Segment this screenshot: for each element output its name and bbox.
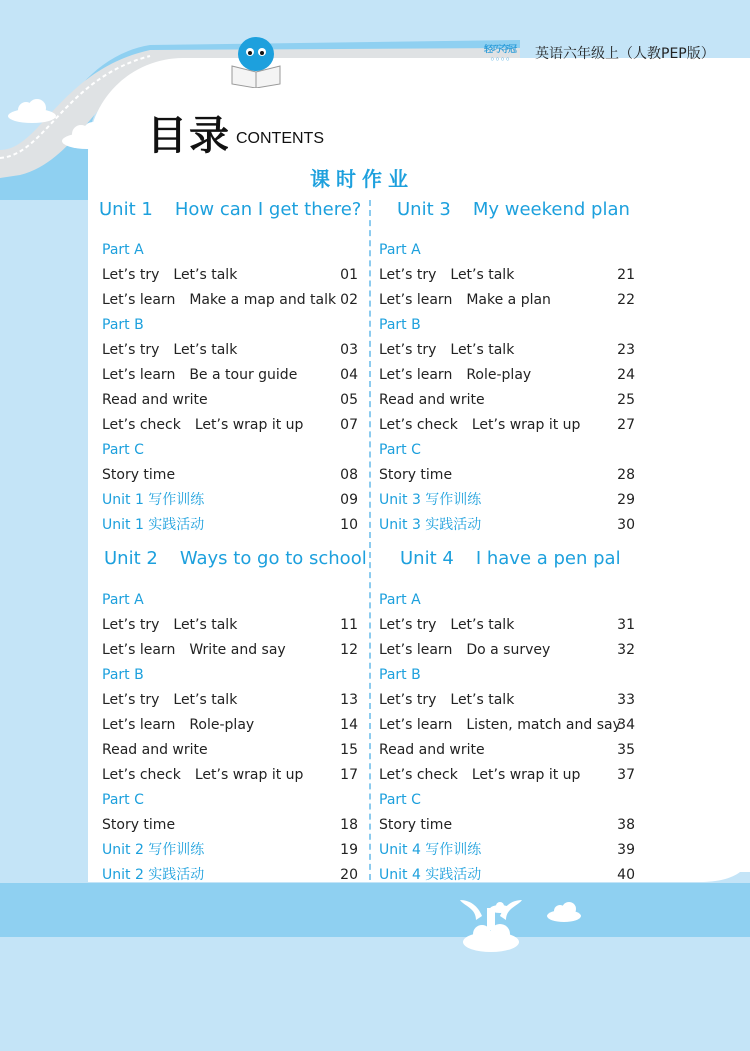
toc-entry-title: Read and write [379, 392, 485, 408]
page-number: 13 [340, 692, 358, 708]
toc-entry-label [102, 440, 144, 460]
toc-entry[interactable] [102, 640, 358, 660]
part-heading [379, 440, 635, 460]
page-number: 39 [617, 842, 635, 858]
part-heading [379, 315, 635, 335]
toc-entry-title: Part A [379, 592, 421, 608]
unit-name: How can I get there? [174, 199, 362, 220]
toc-entry-title: Let’s try [379, 267, 437, 283]
toc-entry-subtitle: Let’s wrap it up [194, 417, 304, 433]
part-heading [379, 240, 635, 260]
part-heading [379, 790, 635, 810]
page-number: 18 [340, 817, 358, 833]
page-number: 02 [340, 292, 358, 308]
toc-entry-title: Part B [379, 667, 421, 683]
toc-entry-title: Let’s try [379, 692, 437, 708]
toc-entry-label [379, 390, 485, 410]
toc-entry[interactable] [379, 265, 635, 285]
toc-entry-title: Let’s learn [102, 292, 176, 308]
toc-entry-title: Part A [102, 592, 144, 608]
toc-entry-label [102, 715, 254, 735]
toc-entry-title: Unit 2 写作训练 [102, 842, 205, 858]
page-number: 29 [617, 492, 635, 508]
page-number: 40 [617, 867, 635, 883]
brand-logo [478, 42, 522, 64]
toc-entry[interactable] [102, 365, 358, 385]
page-number: 25 [617, 392, 635, 408]
toc-entry-title: Let’s try [379, 342, 437, 358]
toc-entry-label [102, 465, 175, 485]
toc-entry-subtitle: Let’s wrap it up [194, 767, 304, 783]
toc-entry[interactable] [102, 840, 358, 860]
cloud-icon [544, 900, 584, 924]
toc-entry[interactable] [379, 640, 635, 660]
toc-entry-title: Let’s learn [102, 717, 176, 733]
toc-entry-subtitle: Let’s talk [173, 617, 238, 633]
toc-entry-label [379, 490, 481, 510]
page-number: 37 [617, 767, 635, 783]
toc-entry[interactable] [379, 740, 635, 760]
part-heading [102, 590, 358, 610]
toc-entry-label [379, 665, 421, 685]
toc-entry-title: Part C [379, 442, 421, 458]
toc-entry-title: Unit 1 实践活动 [102, 517, 205, 533]
toc-entry-label [379, 515, 481, 535]
part-heading [102, 790, 358, 810]
page-number: 30 [617, 517, 635, 533]
toc-entry-label [102, 240, 144, 260]
part-heading [102, 440, 358, 460]
toc-entry-label [102, 590, 144, 610]
toc-entry-subtitle: Let’s talk [450, 617, 515, 633]
toc-entry-title: Let’s learn [379, 717, 453, 733]
page-number: 22 [617, 292, 635, 308]
toc-entry-label [102, 765, 303, 785]
page-number: 15 [340, 742, 358, 758]
toc-entry[interactable] [102, 515, 358, 535]
toc-entry-title: Unit 1 写作训练 [102, 492, 205, 508]
page-number: 17 [340, 767, 358, 783]
page-number: 28 [617, 467, 635, 483]
page-number: 35 [617, 742, 635, 758]
toc-entry-title: Let’s learn [102, 642, 176, 658]
toc-entry-subtitle: Let’s talk [450, 267, 515, 283]
toc-entry-label [379, 240, 421, 260]
toc-entry-label [379, 465, 452, 485]
toc-entry-label [102, 840, 204, 860]
toc-entry-subtitle: Let’s talk [173, 342, 238, 358]
toc-entry-label [102, 665, 144, 685]
brand-logo-sub: ◦◦◦◦ [489, 55, 511, 64]
toc-entry-title: Let’s try [379, 617, 437, 633]
toc-entry-subtitle: Role-play [466, 367, 532, 383]
brand-logo-text: 轻巧夺冠 [483, 45, 516, 55]
toc-entry-title: Read and write [102, 742, 208, 758]
page-number: 05 [340, 392, 358, 408]
toc-entry[interactable] [102, 815, 358, 835]
part-heading [379, 665, 635, 685]
toc-entry[interactable] [102, 765, 358, 785]
unit-name: Ways to go to school [179, 548, 367, 569]
toc-entry-title: Part B [102, 317, 144, 333]
toc-entry-subtitle: Do a survey [466, 642, 551, 658]
page-number: 27 [617, 417, 635, 433]
toc-entry-title: Unit 4 写作训练 [379, 842, 482, 858]
page-number: 01 [340, 267, 358, 283]
toc-entry[interactable] [379, 415, 635, 435]
toc-entry[interactable] [379, 715, 635, 735]
toc-entry-title: Part C [379, 792, 421, 808]
unit-heading [99, 199, 361, 220]
toc-entry[interactable] [379, 840, 635, 860]
toc-entry-subtitle: Be a tour guide [189, 367, 298, 383]
toc-entry-subtitle: Listen, match and say [466, 717, 621, 733]
toc-entry[interactable] [379, 490, 635, 510]
toc-entry-title: Unit 3 写作训练 [379, 492, 482, 508]
toc-entry-label [102, 690, 237, 710]
page-number: 20 [340, 867, 358, 883]
toc-entry-label [102, 615, 237, 635]
unit-number: Unit 1 [99, 199, 153, 220]
unit-name: My weekend plan [472, 199, 630, 220]
page-number: 11 [340, 617, 358, 633]
toc-entry-label [102, 315, 144, 335]
toc-entry-title: Let’s try [102, 267, 160, 283]
page-number: 12 [340, 642, 358, 658]
toc-entry[interactable] [379, 765, 635, 785]
page-number: 34 [617, 717, 635, 733]
toc-entry-label [379, 740, 485, 760]
toc-entry-title: Let’s check [102, 767, 181, 783]
toc-entry[interactable] [102, 265, 358, 285]
page-number: 04 [340, 367, 358, 383]
cloud-icon [4, 98, 60, 124]
page-number: 33 [617, 692, 635, 708]
part-heading [379, 590, 635, 610]
toc-entry-title: Let’s check [379, 417, 458, 433]
page-number: 08 [340, 467, 358, 483]
page-number: 24 [617, 367, 635, 383]
toc-entry-label [102, 290, 336, 310]
unit-number: Unit 2 [104, 548, 158, 569]
toc-entry-title: Let’s learn [379, 642, 453, 658]
toc-entry-label [379, 415, 580, 435]
toc-entry[interactable] [102, 290, 358, 310]
toc-entry-label [379, 290, 551, 310]
cloud-icon [58, 120, 116, 150]
toc-entry[interactable] [102, 340, 358, 360]
toc-entry[interactable] [379, 515, 635, 535]
footer-decoration [0, 872, 750, 1051]
page-number: 23 [617, 342, 635, 358]
toc-entry-label [379, 690, 514, 710]
unit-heading [397, 199, 630, 220]
toc-entry[interactable] [102, 390, 358, 410]
toc-entry-label [379, 840, 481, 860]
page-number: 09 [340, 492, 358, 508]
toc-entry-subtitle: Make a map and talk [189, 292, 337, 308]
toc-entry[interactable] [379, 365, 635, 385]
toc-entry-title: Let’s try [102, 617, 160, 633]
page-number: 21 [617, 267, 635, 283]
toc-entry-title: Let’s try [102, 342, 160, 358]
part-heading [102, 240, 358, 260]
toc-entry-label [379, 340, 514, 360]
toc-entry-label [379, 590, 421, 610]
toc-entry-label [102, 790, 144, 810]
toc-entry-label [102, 490, 204, 510]
toc-entry-label [379, 615, 514, 635]
page-number: 19 [340, 842, 358, 858]
toc-entry[interactable] [102, 465, 358, 485]
toc-entry-title: Read and write [102, 392, 208, 408]
toc-entry-label [379, 715, 621, 735]
toc-entry-label [379, 365, 531, 385]
toc-entry-title: Let’s learn [379, 292, 453, 308]
toc-entry[interactable] [102, 615, 358, 635]
cloud-icon [488, 900, 512, 914]
toc-entry-label [379, 265, 514, 285]
toc-entry[interactable] [102, 690, 358, 710]
toc-entry[interactable] [379, 690, 635, 710]
unit-heading [104, 548, 367, 569]
toc-entry-title: Part B [102, 667, 144, 683]
toc-entry-title: Story time [102, 817, 176, 833]
toc-entry-label [379, 315, 421, 335]
toc-entry-title: Story time [102, 467, 176, 483]
toc-entry-title: Let’s learn [102, 367, 176, 383]
toc-entry-subtitle: Make a plan [466, 292, 551, 308]
toc-entry-title: Unit 2 实践活动 [102, 867, 205, 883]
unit-name: I have a pen pal [475, 548, 621, 569]
toc-entry-subtitle: Let’s talk [450, 692, 515, 708]
toc-entry-label [102, 265, 237, 285]
part-heading [102, 665, 358, 685]
toc-entry-title: Unit 4 实践活动 [379, 867, 482, 883]
unit-number: Unit 4 [400, 548, 454, 569]
toc-entry[interactable] [379, 290, 635, 310]
toc-entry-title: Part B [379, 317, 421, 333]
toc-entry-title: Let’s try [102, 692, 160, 708]
toc-entry-title: Part C [102, 792, 144, 808]
toc-entry[interactable] [102, 740, 358, 760]
toc-entry-label [379, 640, 550, 660]
toc-entry-title: Let’s learn [379, 367, 453, 383]
part-heading [102, 315, 358, 335]
page-number: 07 [340, 417, 358, 433]
page-number: 03 [340, 342, 358, 358]
unit-heading [400, 548, 621, 569]
page-number: 10 [340, 517, 358, 533]
toc-entry-label [102, 515, 204, 535]
toc-entry-title: Part A [379, 242, 421, 258]
octopus-reading-icon [226, 36, 286, 88]
toc-entry-subtitle: Let’s wrap it up [471, 417, 581, 433]
toc-entry-label [379, 440, 421, 460]
page-title-en: CONTENTS [236, 130, 324, 147]
toc-entry-subtitle: Let’s talk [173, 692, 238, 708]
toc-entry-title: Story time [379, 467, 453, 483]
page-number: 14 [340, 717, 358, 733]
toc-entry-title: Story time [379, 817, 453, 833]
toc-entry[interactable] [379, 465, 635, 485]
page-title-cn: 目录 [147, 113, 231, 159]
page-number: 38 [617, 817, 635, 833]
toc-entry-title: Part C [102, 442, 144, 458]
toc-entry-label [379, 815, 452, 835]
toc-entry-label [102, 340, 237, 360]
column-divider [369, 200, 371, 890]
toc-entry-label [102, 390, 208, 410]
toc-entry-label [102, 740, 208, 760]
toc-entry-label [102, 815, 175, 835]
book-title: 英语六年级上（人教PEP版） [535, 46, 715, 62]
toc-entry[interactable] [102, 415, 358, 435]
section-title: 课时作业 [310, 167, 414, 191]
toc-entry-title: Let’s check [102, 417, 181, 433]
toc-entry[interactable] [379, 815, 635, 835]
toc-entry[interactable] [102, 490, 358, 510]
toc-entry[interactable] [379, 340, 635, 360]
unit-number: Unit 3 [397, 199, 451, 220]
toc-entry-label [102, 365, 297, 385]
toc-entry[interactable] [379, 390, 635, 410]
page-number: 32 [617, 642, 635, 658]
toc-entry-subtitle: Write and say [189, 642, 286, 658]
toc-entry-title: Part A [102, 242, 144, 258]
toc-entry-title: Unit 3 实践活动 [379, 517, 482, 533]
toc-entry-label [102, 415, 303, 435]
page-number: 31 [617, 617, 635, 633]
toc-entry[interactable] [102, 715, 358, 735]
toc-entry-title: Let’s check [379, 767, 458, 783]
toc-entry-label [102, 640, 286, 660]
toc-entry-label [379, 790, 421, 810]
toc-entry-subtitle: Let’s talk [450, 342, 515, 358]
toc-entry-title: Read and write [379, 742, 485, 758]
toc-entry-subtitle: Let’s wrap it up [471, 767, 581, 783]
toc-entry-label [379, 765, 580, 785]
toc-entry[interactable] [379, 615, 635, 635]
toc-entry-subtitle: Let’s talk [173, 267, 238, 283]
toc-entry-subtitle: Role-play [189, 717, 255, 733]
